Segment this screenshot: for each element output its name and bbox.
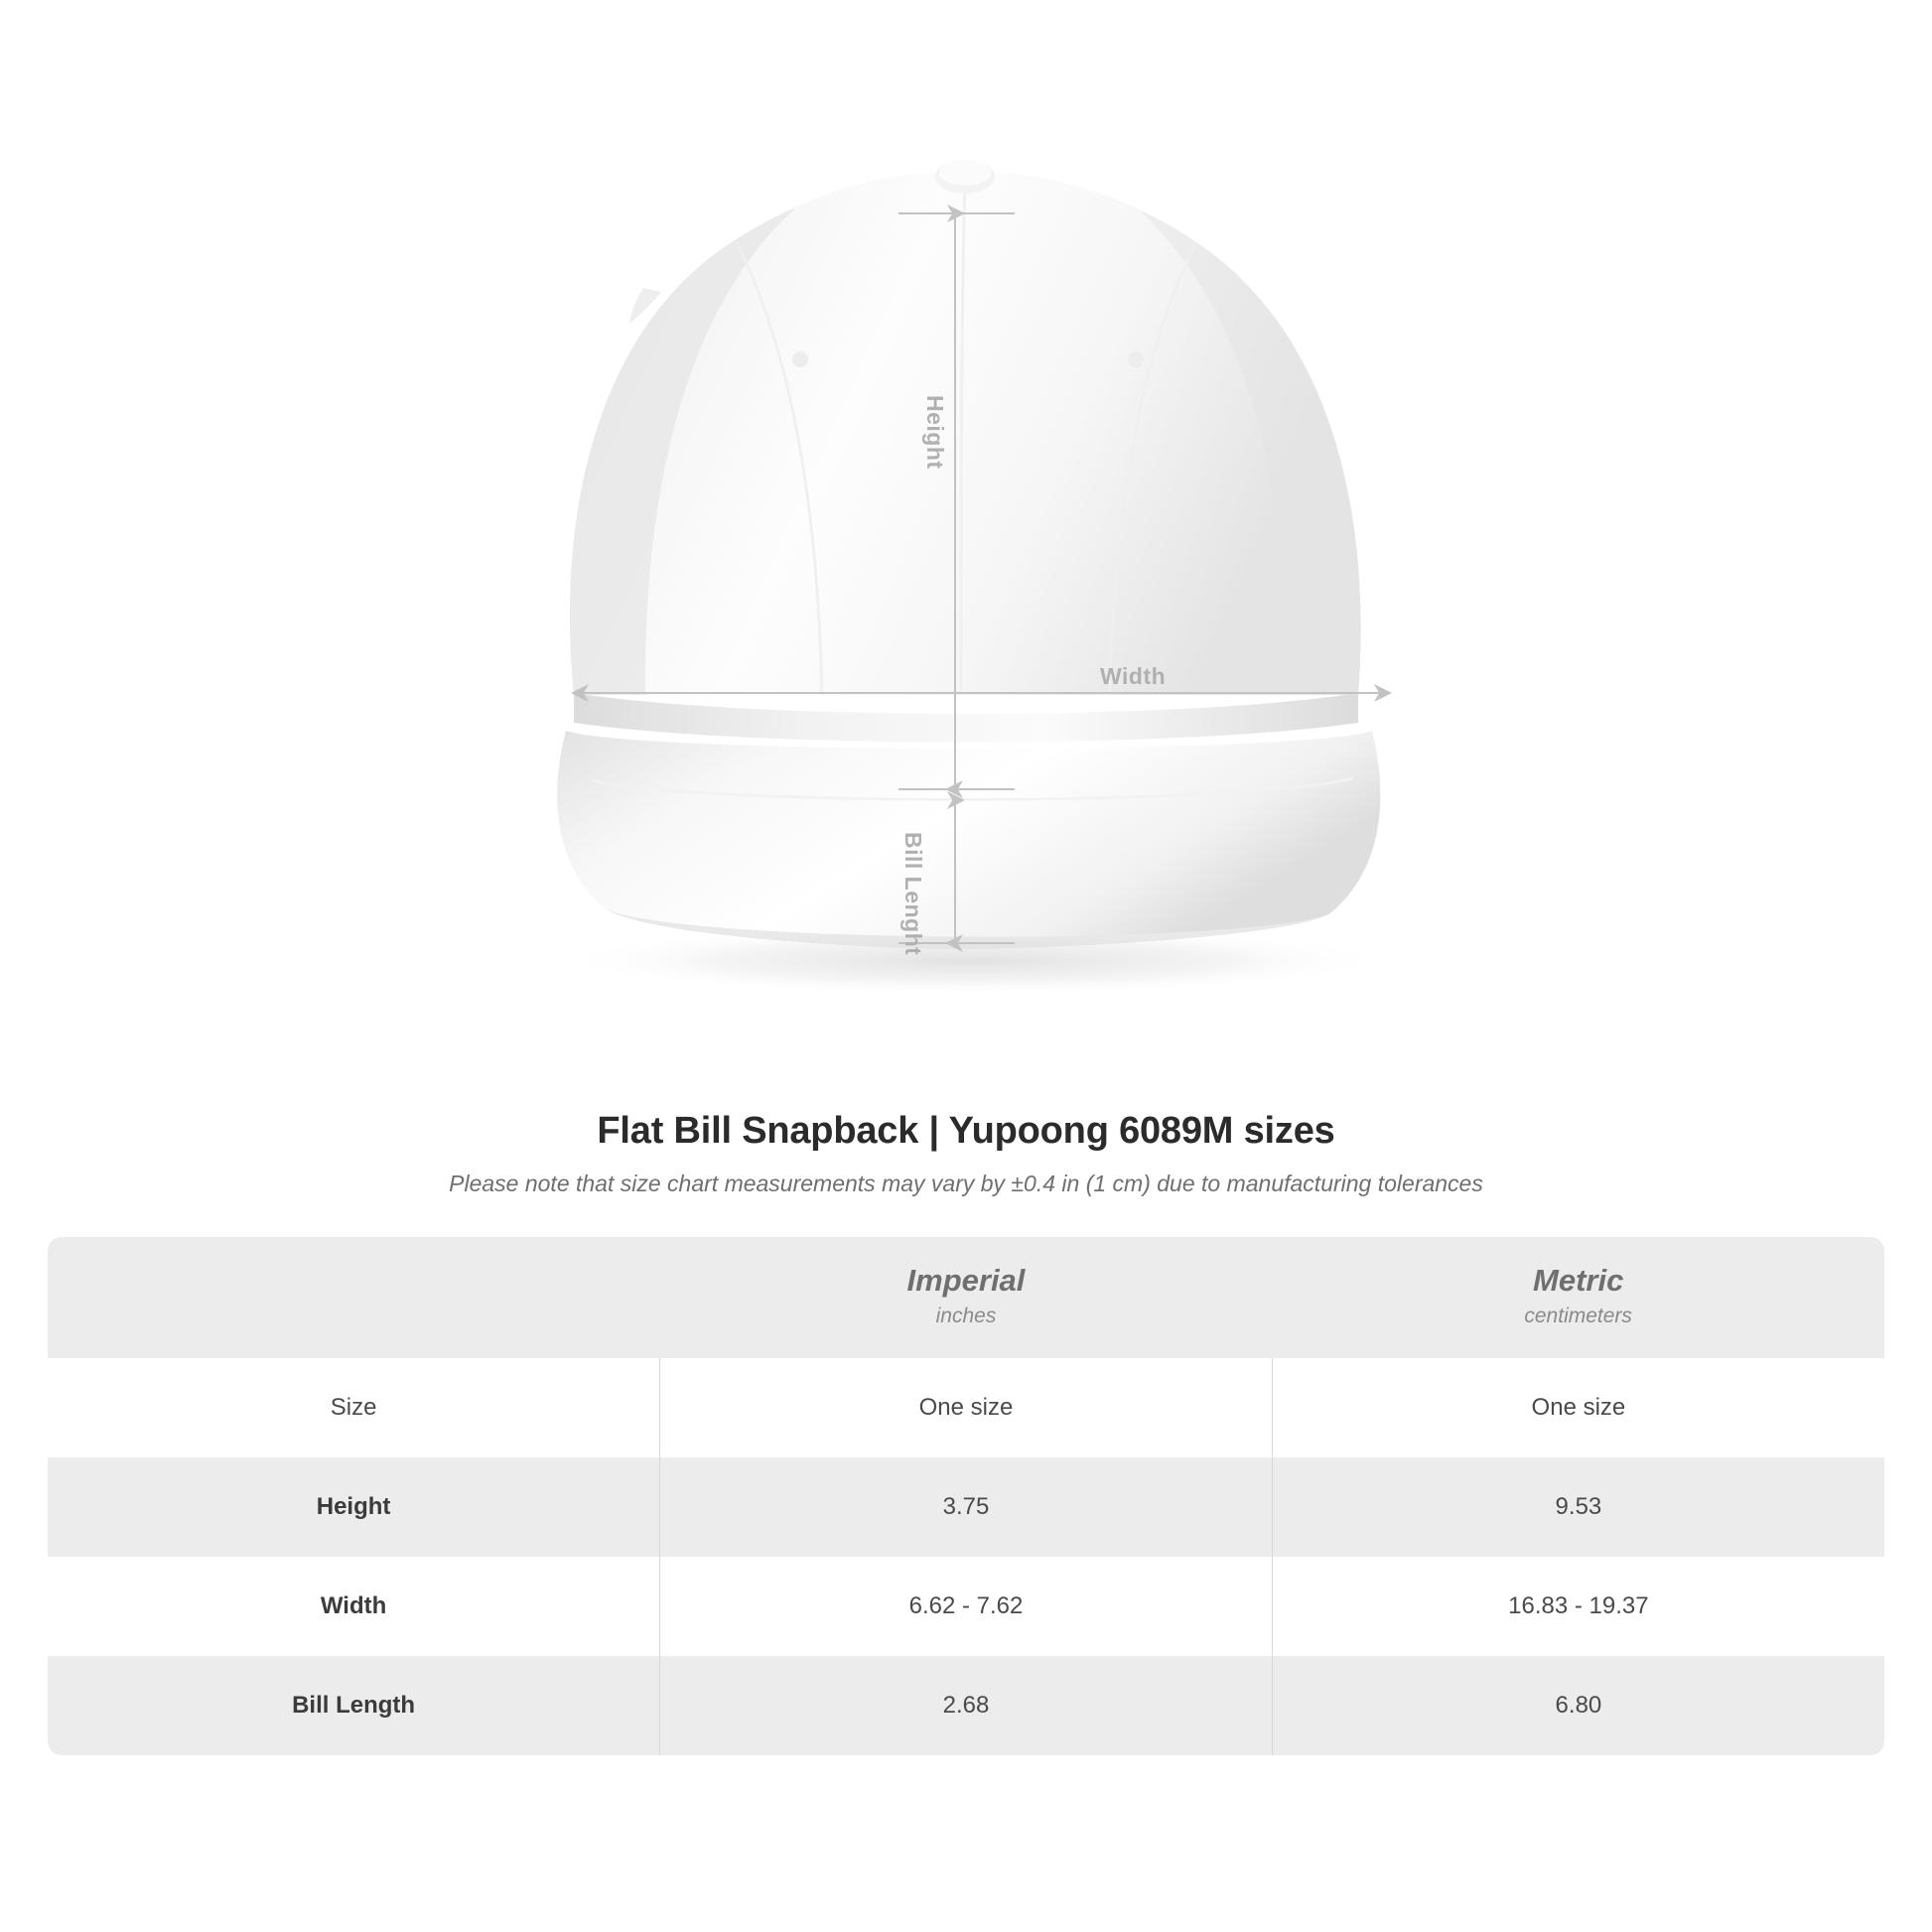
cap-bill <box>557 731 1380 937</box>
table-row <box>48 1656 1884 1755</box>
page-title: Flat Bill Snapback | Yupoong 6089M sizes <box>597 1110 1335 1152</box>
cell-height-imperial: 3.75 <box>660 1457 1273 1557</box>
cell-size-metric: One size <box>1272 1358 1884 1457</box>
width-label: Width <box>1100 663 1167 689</box>
cap-band <box>574 693 1358 743</box>
row-label-width: Width <box>48 1557 660 1656</box>
imperial-name: Imperial <box>906 1263 1026 1298</box>
tolerance-note: Please note that size chart measurements may vary by ±0.4 in (1 cm) due to manufacturing tolerances <box>449 1171 1483 1196</box>
header-blank-cell <box>48 1237 660 1358</box>
cell-width-imperial: 6.62 - 7.62 <box>660 1557 1273 1656</box>
table-header-row <box>48 1237 1884 1358</box>
row-label-height: Height <box>48 1457 660 1557</box>
cell-size-imperial: One size <box>660 1358 1273 1457</box>
cell-width-metric: 16.83 - 19.37 <box>1272 1557 1884 1656</box>
row-label-size: Size <box>48 1358 660 1457</box>
metric-name: Metric <box>1533 1263 1624 1298</box>
header-metric-cell <box>1272 1237 1884 1358</box>
bill-label-line1: Bill <box>900 832 927 870</box>
bill-length-label <box>901 832 925 955</box>
metric-unit: centimeters <box>1524 1305 1632 1327</box>
cell-height-metric: 9.53 <box>1272 1457 1884 1557</box>
header-imperial-cell <box>660 1237 1273 1358</box>
size-table-wrapper <box>48 1237 1884 1755</box>
cell-bill-length-metric: 6.80 <box>1272 1656 1884 1755</box>
title-block <box>0 1110 1932 1197</box>
cap-crown <box>570 171 1361 695</box>
table-row <box>48 1358 1884 1457</box>
imperial-unit: inches <box>935 1305 997 1327</box>
row-label-bill-length: Bill Length <box>48 1656 660 1755</box>
table-row <box>48 1557 1884 1656</box>
size-table <box>48 1237 1884 1755</box>
height-label: Height <box>922 395 949 470</box>
bill-label-line2: Lenght <box>900 876 927 956</box>
cell-bill-length-imperial: 2.68 <box>660 1656 1273 1755</box>
table-row <box>48 1457 1884 1557</box>
